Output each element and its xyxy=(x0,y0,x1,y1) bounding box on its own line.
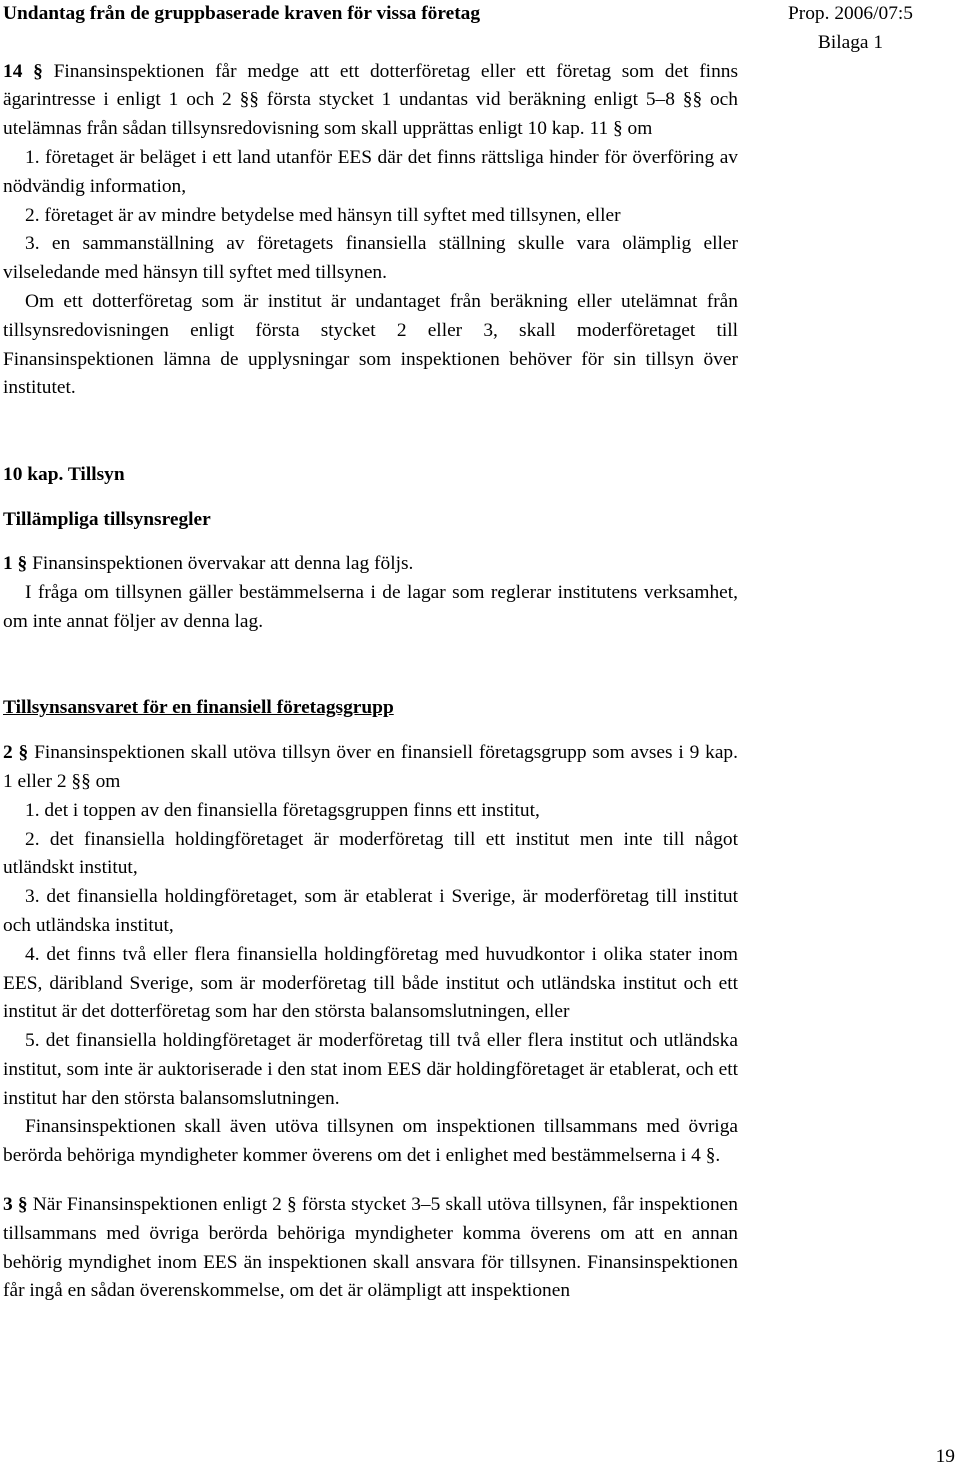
document-body xyxy=(3,0,738,1306)
annex-label: Bilaga 1 xyxy=(817,31,884,53)
chapter-heading: 10 kap. Tillsyn xyxy=(3,463,125,485)
paragraph-text: Finansinspektionen skall även utöva tillsynen om inspektionen tillsammans med övriga berörda behöriga myndigheter kommer överens om det i enlighet med bestämmelserna i 4 §. xyxy=(3,1116,738,1167)
list-item: 4. det finns två eller flera finansiella holdingföretag med huvudkontor i olika stater inom EES, däribland Sverige, som är moderföretag till både institut och utländska institut och ett institut är det dotterföretag som har den största balansomslutningen, eller xyxy=(3,943,738,1023)
proposition-ref: Prop. 2006/07:5 xyxy=(788,3,913,24)
paragraph-text: När Finansinspektionen enligt 2 § första stycket 3–5 skall utöva tillsynen, får inspektionen tillsammans med övriga berörda behöriga myndigheter komma överens om att en annan behörig myndighet inom EES än inspektionen skall ansvara för tillsynen. Finansinspektionen får ingå en sådan överenskommelse, om det är olämpligt att inspektionen xyxy=(3,1194,738,1302)
paragraph-2 xyxy=(3,739,738,797)
list-item: 2. det finansiella holdingföretaget är moderföretag till ett institut men inte till något utländskt institut, xyxy=(3,828,738,879)
margin-note xyxy=(741,0,960,58)
paragraph-text: Finansinspektionen får medge att ett dotterföretag eller ett företag som det finns ägarintresse i enligt 1 och 2 §§ första stycket 1 undantas vid beräkning enligt 5–8 §§ och utelämnas från sådan tillsynsredovisning som skall upprättas enligt 10 kap. 11 § om xyxy=(3,60,739,140)
list-item: 1. företaget är beläget i ett land utanför EES där det finns rättsliga hinder för överföring av nödvändig information, xyxy=(3,146,738,197)
paragraph-text: Om ett dotterföretag som är institut är undantaget från beräkning eller utelämnat från tillsynsredovisningen enligt första stycket 2 eller 3, skall moderföretaget till Finansinspektionen lämna de upplysningar som inspektionen behöver för sin tillsyn över institutet. xyxy=(3,290,738,399)
list-item: 5. det finansiella holdingföretaget är moderföretag till två eller flera institut och utländska institut, som inte är auktoriserade i den stat inom EES där holdingföretaget är etablerat, och ett institut har den största balansomslutningen. xyxy=(3,1030,738,1109)
paragraph-14 xyxy=(3,58,738,144)
paragraph-number: 1 § xyxy=(3,553,28,575)
list-item: 2. företaget är av mindre betydelse med hänsyn till syftet med tillsynen, eller xyxy=(25,204,621,226)
page-number: 19 xyxy=(935,1446,955,1467)
paragraph-text: Finansinspektionen skall utöva tillsyn över en finansiell företagsgrupp som avses i 9 kap. 1 eller 2 §§ om xyxy=(3,742,738,792)
section-heading: Tillämpliga tillsynsregler xyxy=(3,508,211,530)
paragraph-number: 3 § xyxy=(3,1194,28,1216)
section-heading: Undantag från de gruppbaserade kraven för vissa företag xyxy=(3,3,481,24)
paragraph-3 xyxy=(3,1191,738,1306)
paragraph-text: Finansinspektionen övervakar att denna lag följs. xyxy=(32,553,414,575)
paragraph-number: 14 § xyxy=(3,60,43,82)
paragraph-1 xyxy=(3,550,738,579)
list-item: 1. det i toppen av den finansiella företagsgruppen finns ett institut, xyxy=(25,799,540,821)
section-heading: Tillsynsansvaret för en finansiell företagsgrupp xyxy=(3,697,394,719)
paragraph-text: I fråga om tillsynen gäller bestämmelserna i de lagar som reglerar institutens verksamhet, om inte annat följer av denna lag. xyxy=(3,582,738,632)
list-item: 3. en sammanställning av företagets finansiella ställning skulle vara olämplig eller vilseledande med hänsyn till syftet med tillsynen. xyxy=(3,233,738,284)
paragraph-number: 2 § xyxy=(3,742,29,764)
list-item: 3. det finansiella holdingföretaget, som är etablerat i Sverige, är moderföretag till institut och utländska institut, xyxy=(3,886,738,936)
